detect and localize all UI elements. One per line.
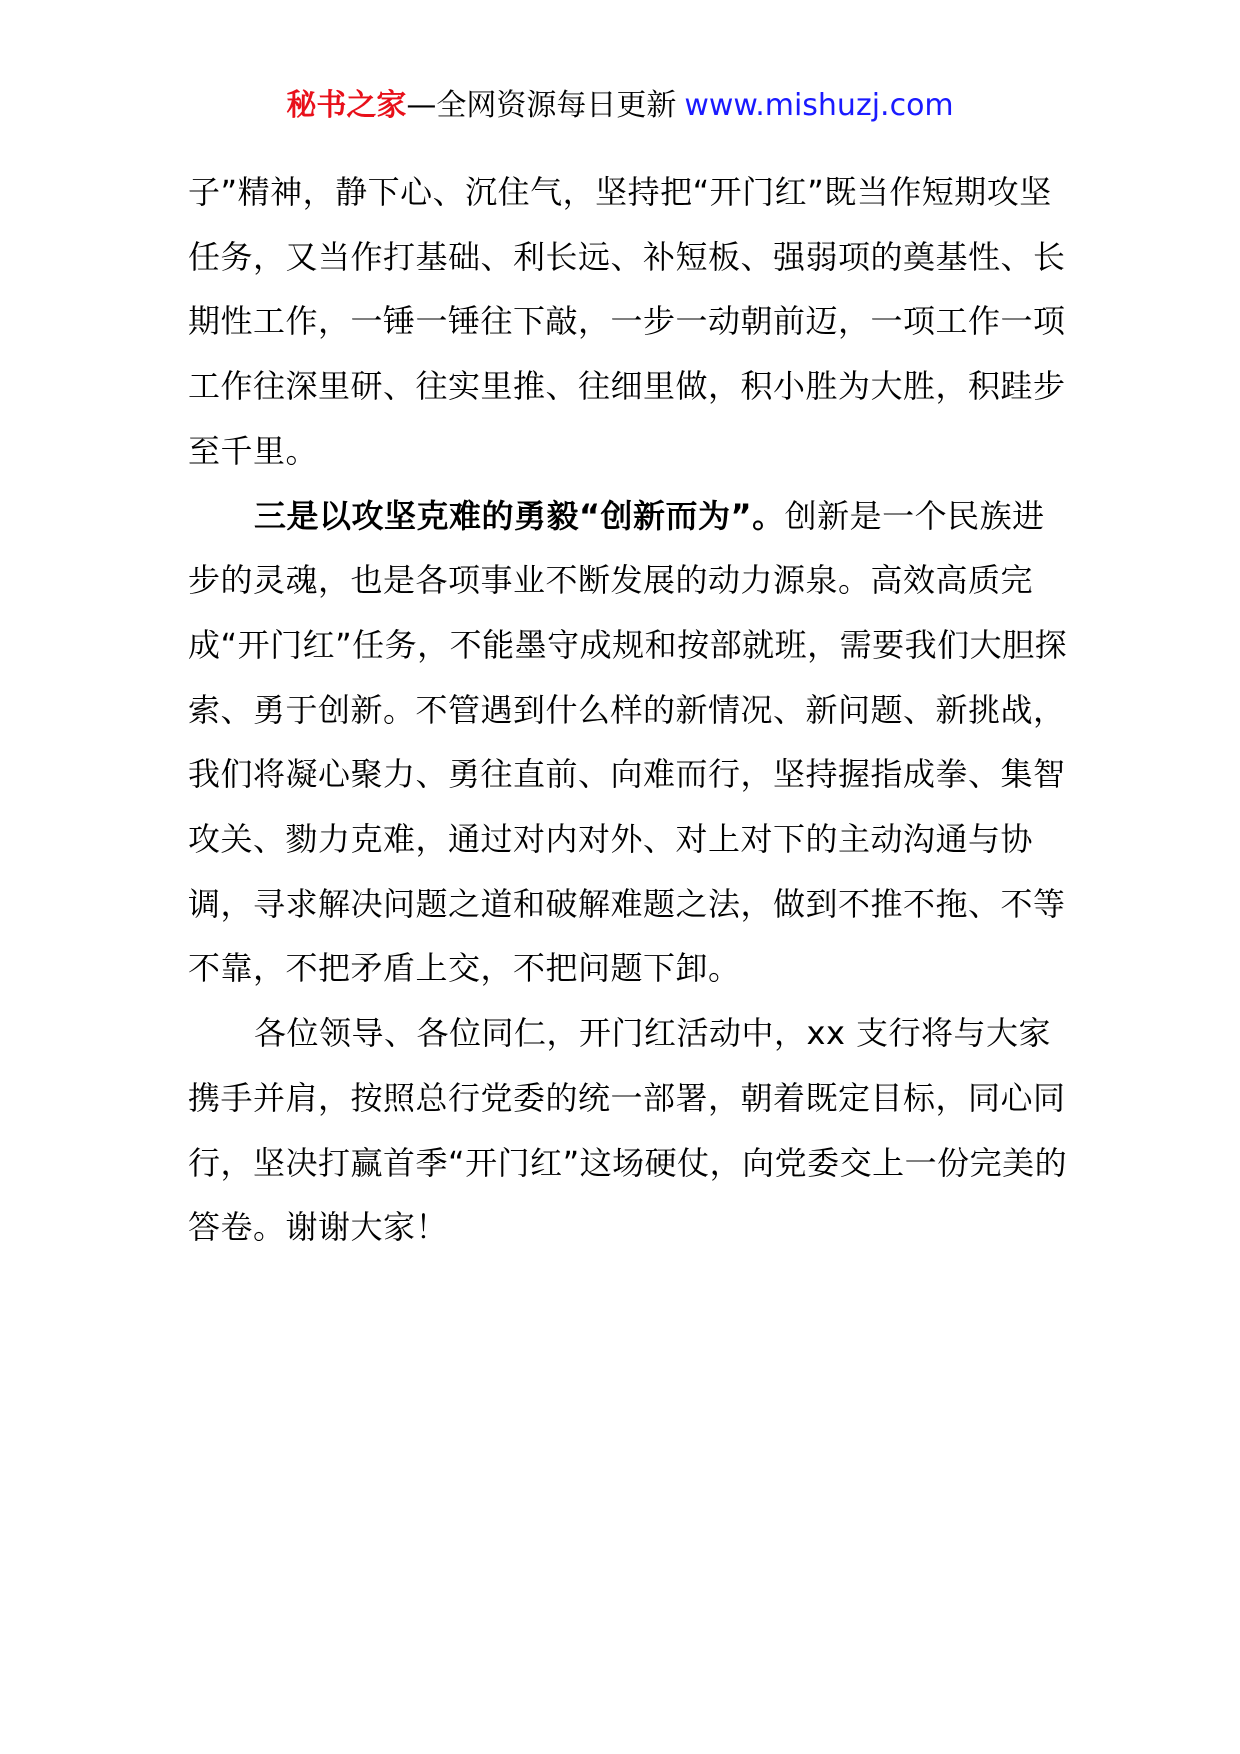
paragraph-continuation: 子”精神，静下心、沉住气，坚持把“开门红”既当作短期攻坚任务，又当作打基础、利长远、补短板、强弱项的奠基性、长期性工作，一锤一锤往下敲，一步一动朝前迈，一项工作一项工作往深里研、往实里推、往细里做，积小胜为大胜，积跬步至千里。 xyxy=(188,173,1066,470)
paragraph-innovation xyxy=(188,484,1068,1002)
paragraph-heading: 三是以攻坚克难的勇毅“创新而为”。 xyxy=(254,496,785,535)
site-link[interactable]: www.mishuzj.com xyxy=(684,88,954,123)
paragraph-text: 创新是一个民族进步的灵魂，也是各项事业不断发展的动力源泉。高效高质完成“开门红”任务，不能墨守成规和按部就班，需要我们大胆探索、勇于创新。不管遇到什么样的新情况、新问题、新挑战，我们将凝心聚力、勇往直前、向难而行，坚持握指成拳、集智攻关、勠力克难，通过对内对外、对上对下的主动沟通与协调，寻求解决问题之道和破解难题之法，做到不推不拖、不等不靠，不把矛盾上交，不把问题下卸。 xyxy=(188,496,1068,988)
header-tagline: —全网资源每日更新 xyxy=(406,88,677,123)
site-header xyxy=(0,84,1240,128)
document-body xyxy=(188,160,1068,1260)
paragraph-closing: 各位领导、各位同仁，开门红活动中，xx 支行将与大家携手并肩，按照总行党委的统一部署，朝着既定目标，同心同行，坚决打赢首季“开门红”这场硬仗，向党委交上一份完美的答卷。谢谢大家！ xyxy=(188,1014,1068,1247)
brand-name: 秘书之家 xyxy=(286,88,407,123)
